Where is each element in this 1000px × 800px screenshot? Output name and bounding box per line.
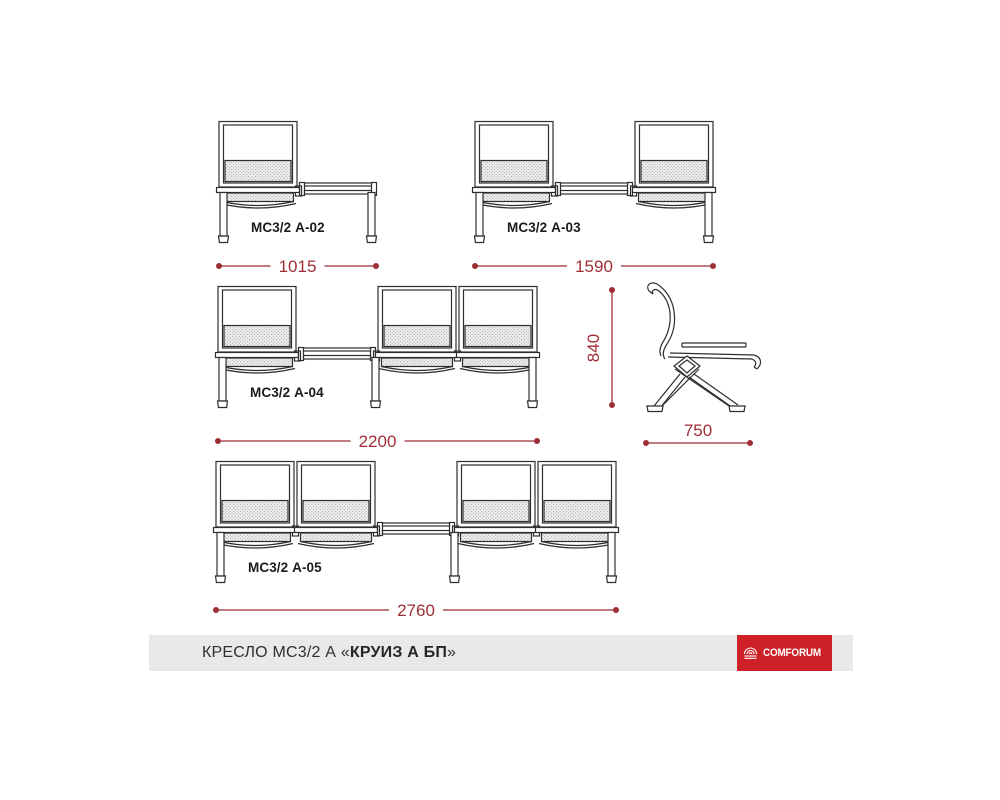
comforum-logo [737,635,832,671]
configuration-drawing [216,286,545,455]
product-title-suffix: » [447,644,457,661]
seat-front-view [376,287,459,374]
leg [216,533,226,583]
seat-front-view [633,122,716,209]
configuration-drawing [473,121,721,280]
dimension-endpoint-dot [373,263,379,269]
dimension-endpoint-dot [609,287,615,293]
depth-dimension-value: 750 [683,421,713,440]
width-dimension-value: 2760 [397,601,435,620]
dimension-endpoint-dot [472,263,478,269]
foot [218,401,228,408]
leg [219,193,229,243]
leg [450,533,460,583]
width-dimension [213,601,619,620]
leg [704,193,714,243]
leg [218,358,228,408]
dimension-endpoint-dot [534,438,540,444]
foot [367,236,377,243]
configuration-drawing [214,461,624,624]
configuration-label: МС3/2 А-03 [507,220,581,235]
seat-front-view [214,462,297,549]
backrest-hatch [384,326,450,347]
seat-front-view [536,462,619,549]
product-title [202,644,456,662]
leg [607,533,617,583]
foot [729,406,745,412]
foot [450,576,460,583]
width-dimension [472,257,716,276]
table-front-view [300,183,377,196]
width-dimension-value: 2200 [358,432,397,451]
dimension-endpoint-dot [710,263,716,269]
configuration-2 [473,121,721,280]
side-view-chair [647,283,761,412]
backrest-hatch [224,326,290,347]
foot [528,401,538,408]
width-dimension [216,257,379,276]
seat-front-view [473,122,556,209]
backrest-hatch [222,501,288,522]
footer-bar [149,635,853,671]
seat-front-view [455,462,538,549]
backrest-hatch [465,326,531,347]
backrest-hatch [463,501,529,522]
configuration-4 [214,461,624,624]
foot [647,406,663,412]
backrest-hatch [641,161,707,182]
seat-front-view [295,462,378,549]
width-dimension [215,432,540,451]
dimension-endpoint-dot [215,438,221,444]
dimension-endpoint-dot [747,440,753,446]
backrest-hatch [303,501,369,522]
side-view-drawing [580,280,780,455]
foot [216,576,226,583]
logo-text: COMFORUM [762,647,821,659]
foot [607,576,617,583]
foot [371,401,381,408]
seat-front-view [457,287,540,374]
cushion-hatch [639,193,710,202]
seat-front-view [217,122,300,209]
dimension-endpoint-dot [613,607,619,613]
cushion-hatch [461,533,532,542]
configuration-drawing [217,121,384,280]
dimension-endpoint-dot [216,263,222,269]
leg [367,193,377,243]
depth-dimension [643,421,753,446]
side-view-block [580,280,780,455]
configuration-1 [217,121,384,280]
cushion-hatch [463,358,534,367]
configuration-label: МС3/2 А-04 [250,385,324,400]
configuration-3 [216,286,545,455]
cushion-hatch [542,533,613,542]
foot [704,236,714,243]
backrest-hatch [544,501,610,522]
dimension-endpoint-dot [609,402,615,408]
table-front-view [378,523,455,536]
foot [219,236,229,243]
height-dimension-value: 840 [584,333,603,363]
product-title-name: КРУИЗ А БП [349,644,448,661]
leg [475,193,485,243]
width-dimension-value: 1590 [575,257,613,276]
awning-arcs-icon [742,646,759,661]
backrest-hatch [225,161,291,182]
configuration-label: МС3/2 А-02 [251,220,325,235]
configuration-label: МС3/2 А-05 [248,560,322,575]
cushion-hatch [220,533,291,542]
cushion-hatch [479,193,550,202]
seat-front-view [216,287,299,374]
width-dimension-value: 1015 [278,257,317,276]
cushion-hatch [301,533,372,542]
dimension-endpoint-dot [213,607,219,613]
height-dimension [584,287,615,408]
product-title-prefix: КРЕСЛО МС3/2 А « [202,644,350,661]
foot [475,236,485,243]
cushion-hatch [222,358,293,367]
table-front-view [299,348,376,361]
cushion-hatch [223,193,294,202]
cushion-hatch [382,358,453,367]
dimension-endpoint-dot [643,440,649,446]
backrest-hatch [481,161,547,182]
leg [371,358,381,408]
table-front-view [556,183,633,196]
leg [528,358,538,408]
